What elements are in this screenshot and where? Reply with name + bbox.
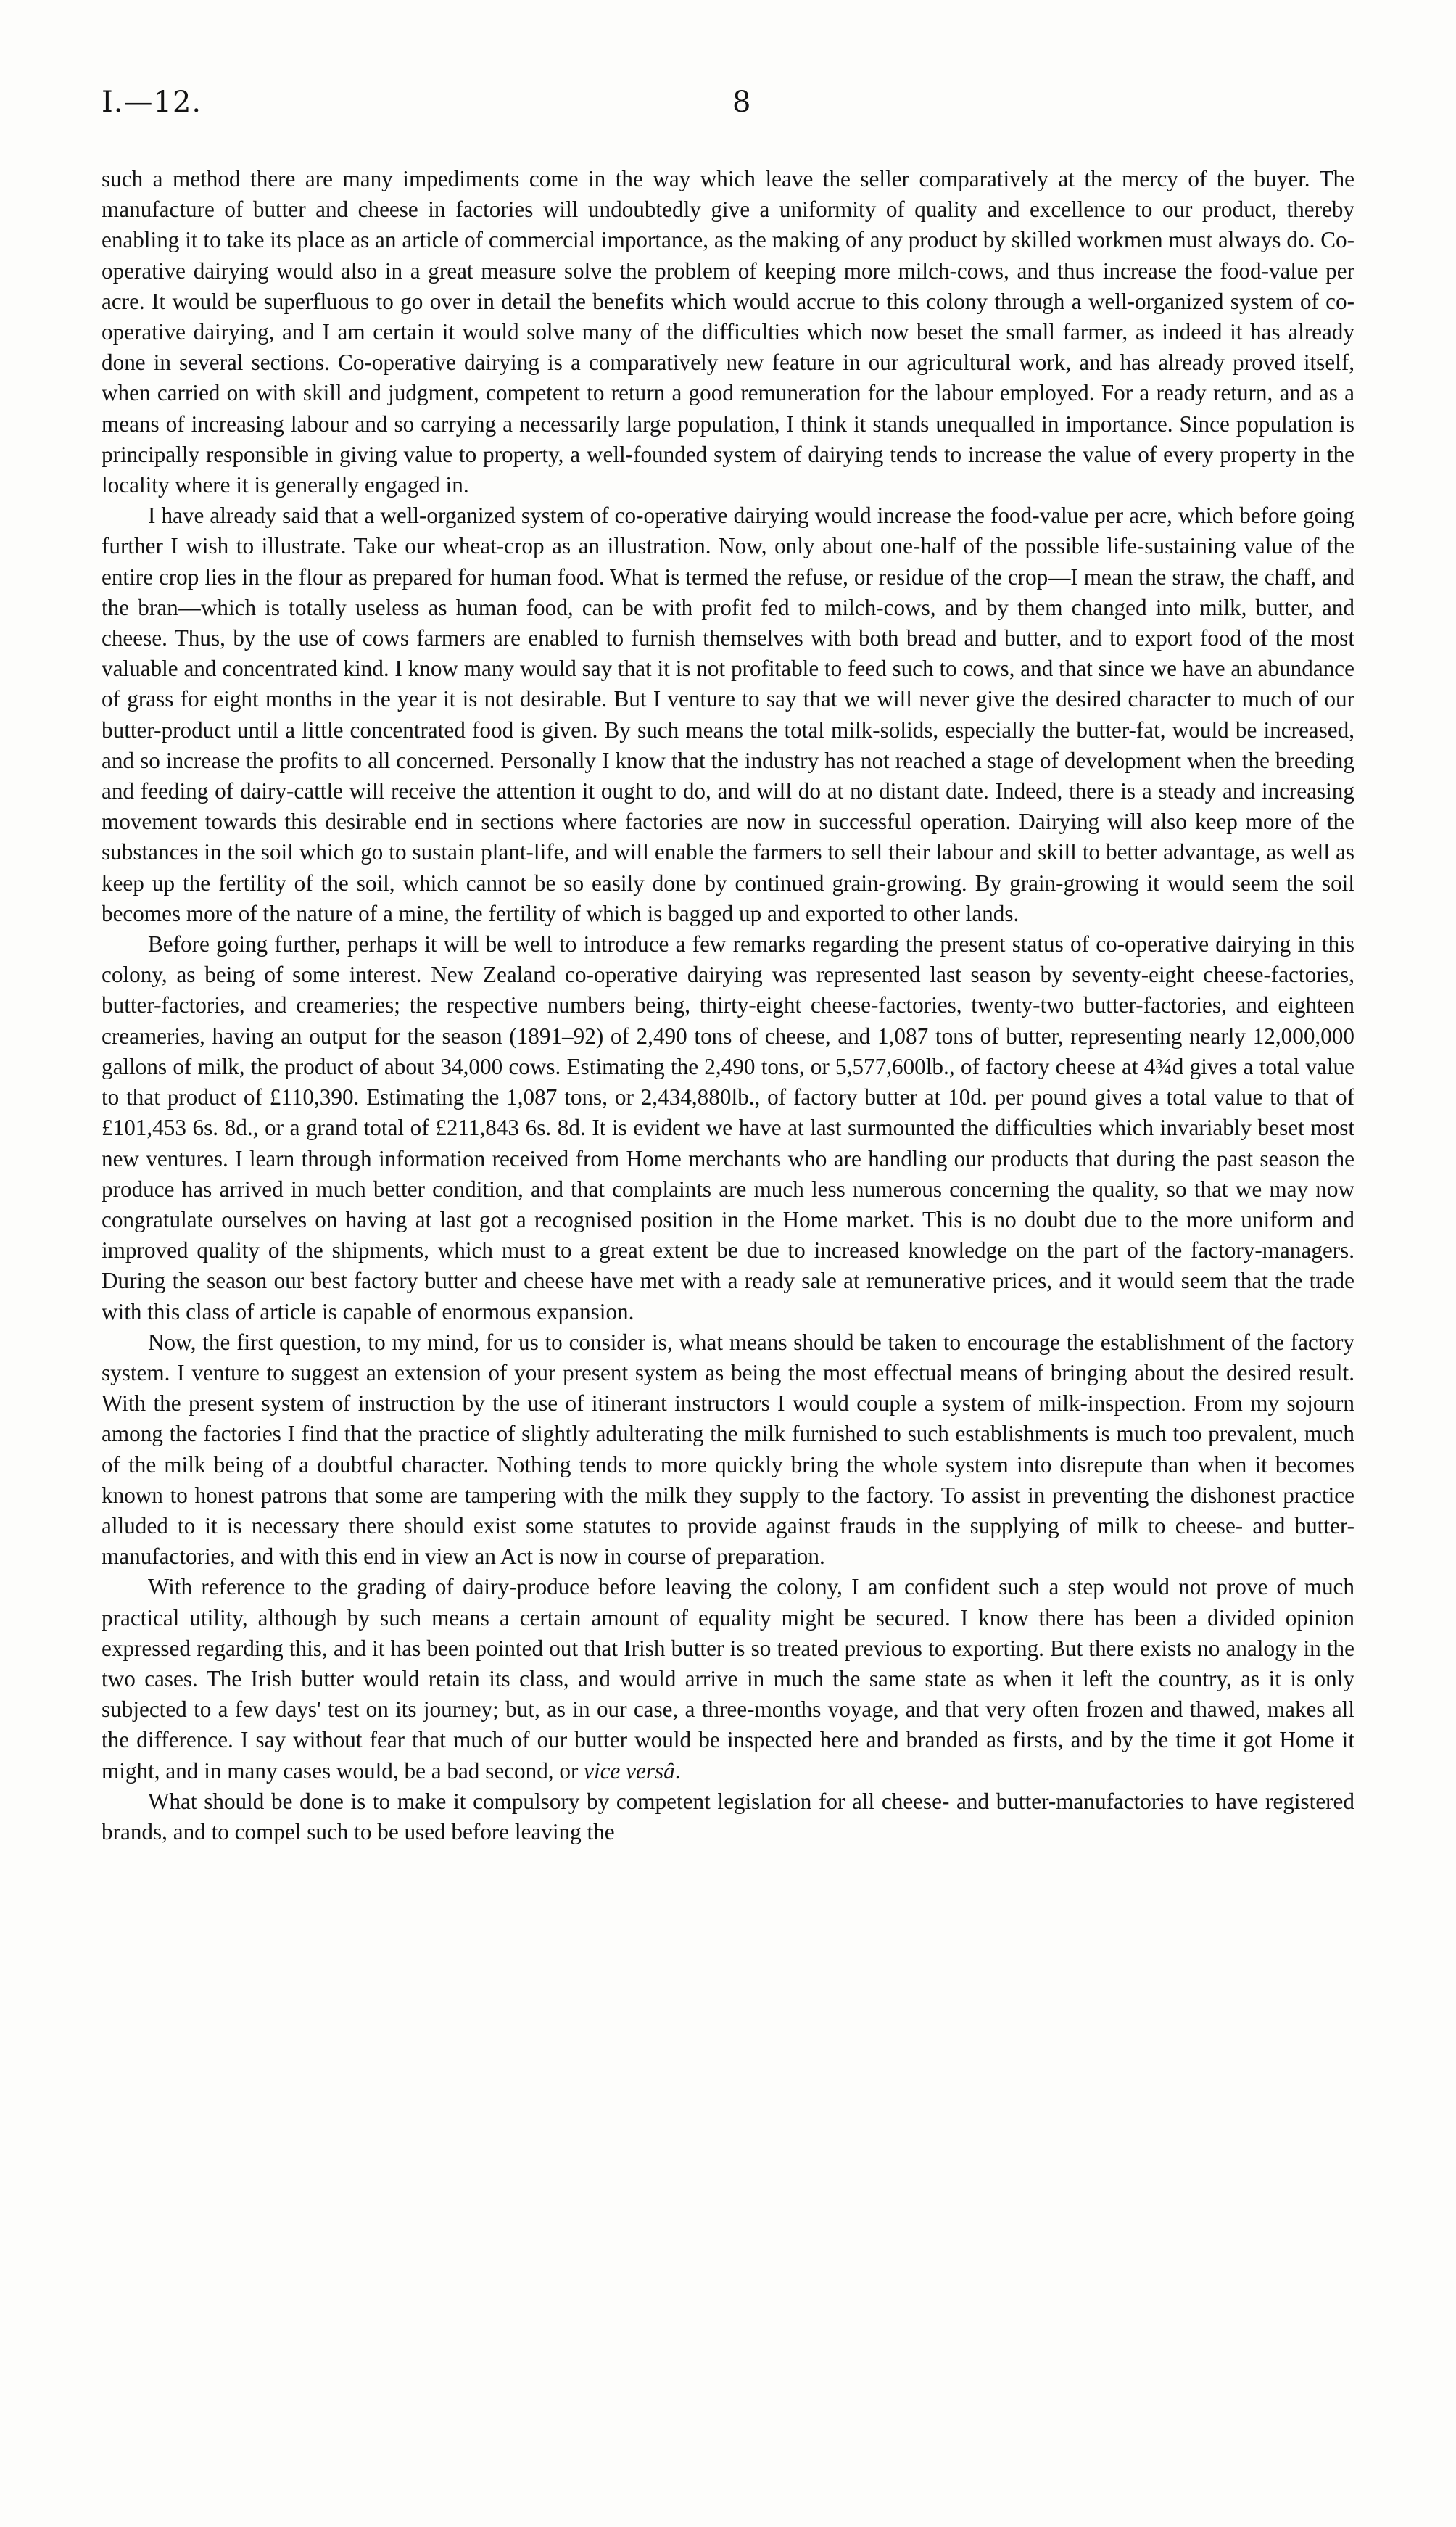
paragraph-6: What should be done is to make it compulsory by competent legislation for all cheese- and butter-manufactories to have registered brands, and to compel such to be used before leaving the xyxy=(102,1788,1354,1844)
paragraph-3: Before going further, perhaps it will be well to introduce a few remarks regarding the present status of co-operative dairying in this colony, as being of some interest. New Zealand co-operative dairying was represented last season by seventy-eight cheese-factories, butter-factories, and creameries; the respective numbers being, thirty-eight cheese-factories, twenty-two butter-factories, and eighteen creameries, having an output for the season (1891–92) of 2,490 tons of cheese, and 1,087 tons of butter, representing nearly 12,000,000 gallons of milk, the product of about 34,000 cows. Estimating the 2,490 tons, or 5,577,600lb., of factory cheese at 4¾d gives a total value to that product of £110,390. Estimating the 1,087 tons, or 2,434,880lb., of factory butter at 10d. per pound gives a total value to that of £101,453 6s. 8d., or a grand total of £211,843 6s. 8d. It is evident we have at last surmounted the difficulties which invariably beset most new ventures. I learn through information received from Home merchants who are handling our products that during the past season the produce has arrived in much better condition, and that complaints are much less numerous concerning the quality, so that we may now congratulate ourselves on having at last got a recognised position in the Home market. This is no doubt due to the more uniform and improved quality of the shipments, which must to a great extent be due to increased knowledge on the part of the factory-managers. During the season our best factory butter and cheese have met with a ready sale at remunerative prices, and it would seem that the trade with this class of article is capable of enormous expansion. xyxy=(102,931,1354,1324)
body-text xyxy=(102,164,1354,1847)
paragraph-4: Now, the first question, to my mind, for us to consider is, what means should be taken to encourage the establishment of the factory system. I venture to suggest an extension of your present system as being the most effectual means of bringing about the desired result. With the present system of instruction by the use of itinerant instructors I would couple a system of milk-inspection. From my sojourn among the factories I find that the practice of slightly adulterating the milk furnished to such establishments is much too prevalent, much of the milk being of a doubtful character. Nothing tends to more quickly bring the whole system into disrepute than when it becomes known to honest patrons that some are tampering with the milk they supply to the factory. To assist in preventing the dishonest practice alluded to it is necessary there should exist some statutes to provide against frauds in the supplying of milk to cheese- and butter-manufactories, and with this end in view an Act is now in course of preparation. xyxy=(102,1329,1354,1570)
document-reference: I.—12. xyxy=(102,86,202,119)
italic-phrase: vice versâ xyxy=(584,1757,675,1784)
paragraph-1: such a method there are many impediments come in the way which leave the seller comparatively at the mercy of the buyer. The manufacture of butter and cheese in factories will undoubtedly give a uniformity of quality and excellence to our product, thereby enabling it to take its place as an article of commercial importance, as the making of any product by skilled workmen must always do. Co-operative dairying would also in a great measure solve the problem of keeping more milch-cows, and thus increase the food-value per acre. It would be superfluous to go over in detail the benefits which would accrue to this colony through a well-organized system of co-operative dairying, and I am certain it would solve many of the difficulties which now beset the small farmer, as indeed it has already done in several sections. Co-operative dairying is a comparatively new feature in our agricultural work, and has already proved itself, when carried on with skill and judgment, competent to return a good remuneration for the labour employed. For a ready return, and as a means of increasing labour and so carrying a necessarily large population, I think it stands unequalled in importance. Since population is principally responsible in giving value to property, a well-founded system of dairying tends to increase the value of every property in the locality where it is generally engaged in. xyxy=(102,166,1354,498)
paragraph-5-text: With reference to the grading of dairy-produce before leaving the colony, I am confident such a step would not prove of much practical utility, although by such means a certain amount of equality might be secured. I know there has been a divided opinion expressed regarding this, and it has been pointed out that Irish butter is so treated previous to exporting. But there exists no analogy in the two cases. The Irish butter would retain its class, and would arrive in much the same state as when it left the country, as it is only subjected to a few days' test on its journey; but, as in our case, a three-months voyage, and that very often frozen and thawed, makes all the difference. I say without fear that much of our butter would be inspected here and branded as firsts, and by the time it got Home it might, and in many cases would, be a bad second, or xyxy=(102,1574,1354,1784)
running-header xyxy=(102,86,1354,129)
page-number: 8 xyxy=(732,86,751,119)
paragraph-5-end: . xyxy=(674,1757,681,1784)
paragraph-2: I have already said that a well-organized system of co-operative dairying would increase the food-value per acre, which before going further I wish to illustrate. Take our wheat-crop as an illustration. Now, only about one-half of the possible life-sustaining value of the entire crop lies in the flour as prepared for human food. What is termed the refuse, or residue of the crop—I mean the straw, the chaff, and the bran—which is totally useless as human food, can be with profit fed to milch-cows, and by them changed into milk, butter, and cheese. Thus, by the use of cows farmers are enabled to furnish themselves with both bread and butter, and to export food of the most valuable and concentrated kind. I know many would say that it is not profitable to feed such to cows, and that since we have an abundance of grass for eight months in the year it is not desirable. But I venture to say that we will never give the desired character to much of our butter-product until a little concentrated food is given. By such means the total milk-solids, especially the butter-fat, would be increased, and so increase the profits to all concerned. Personally I know that the industry has not reached a stage of development when the breeding and feeding of dairy-cattle will receive the attention it ought to do, and will do at no distant date. Indeed, there is a steady and increasing movement towards this desirable end in sections where factories are now in successful operation. Dairying will also keep more of the substances in the soil which go to sustain plant-life, and will enable the farmers to sell their labour and skill to better advantage, as well as keep up the fertility of the soil, which cannot be so easily done by continued grain-growing. By grain-growing it would seem the soil becomes more of the nature of a mine, the fertility of which is bagged up and exported to other lands. xyxy=(102,503,1354,926)
paragraph-5 xyxy=(102,1572,1354,1786)
